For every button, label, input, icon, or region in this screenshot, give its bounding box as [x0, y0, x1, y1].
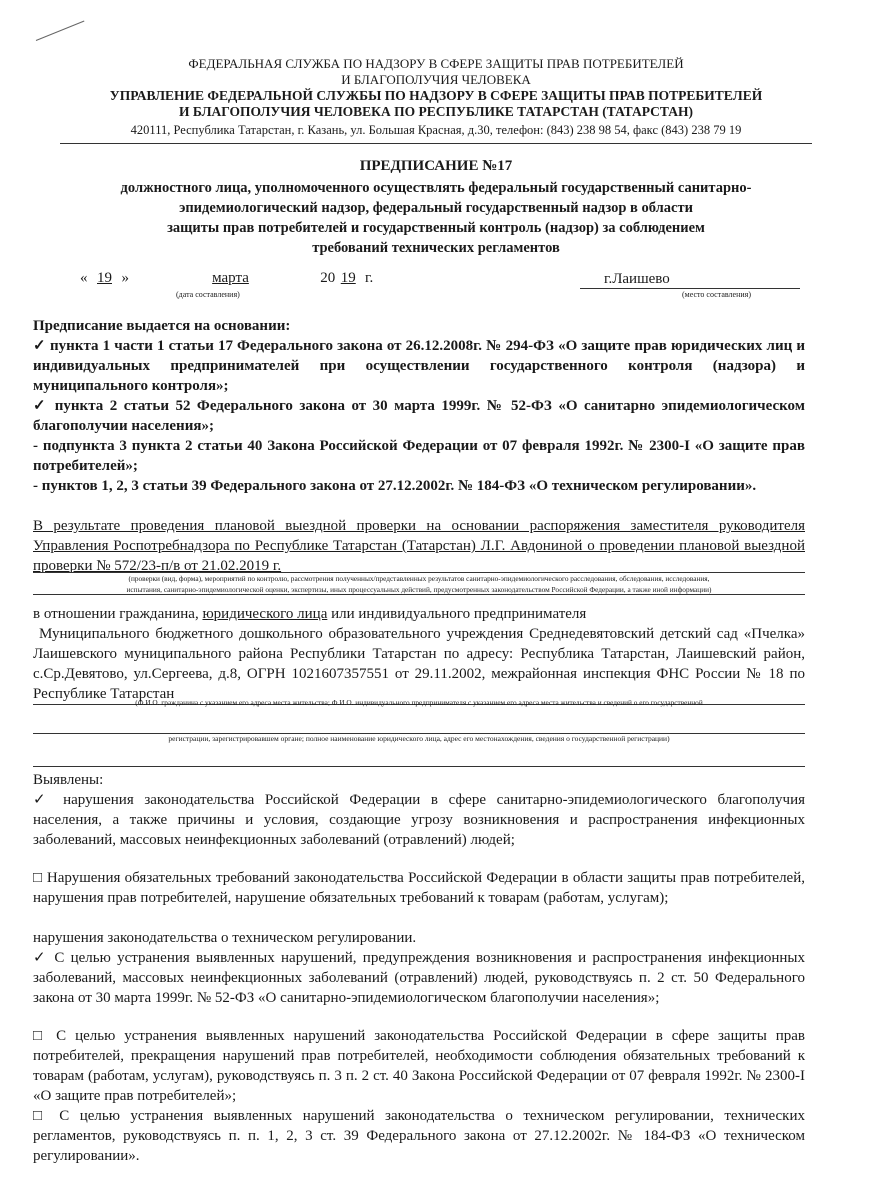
- document-title: ПРЕДПИСАНИЕ №17: [359, 158, 513, 174]
- date-close-quote: »: [121, 270, 129, 286]
- result-caption-1: (проверки (вид, форма), мероприятий по контролю, рассмотрения полученных/представленных результатов санитарно-эпидемиологического расследования, обследования, исследования,: [128, 574, 710, 583]
- date-month: марта: [212, 270, 249, 286]
- place-caption: (место составления): [682, 290, 751, 299]
- header-line-1: ФЕДЕРАЛЬНАЯ СЛУЖБА ПО НАДЗОРУ В СФЕРЕ ЗАЩИТЫ ПРАВ ПОТРЕБИТЕЛЕЙ: [188, 56, 684, 71]
- header-line-3: УПРАВЛЕНИЕ ФЕДЕРАЛЬНОЙ СЛУЖБЫ ПО НАДЗОРУ В СФЕРЕ ЗАЩИТЫ ПРАВ ПОТРЕБИТЕЛЕЙ: [109, 88, 763, 103]
- document-subtitle: [20, 178, 852, 258]
- header-line-2: И БЛАГОПОЛУЧИЯ ЧЕЛОВЕКА: [341, 72, 531, 87]
- finding-item-2: □ Нарушения обязательных требований законодательства Российской Федерации в области защиты прав потребителей, нарушения прав потребителей, нарушение обязательных требований к товарам (работам, услугам);: [33, 870, 805, 906]
- basis-result: В результате проведения плановой выездной проверки на основании распоряжения заместителя руководителя Управления Роспотребнадзора по Республике Татарстан (Татарстан) Л.Г. Авдониной о проведении плановой выездной проверки № 572/23-п/в от 21.02.2019 г.: [33, 518, 805, 574]
- subject-caption-1: (Ф.И.О. гражданина с указанием его адреса места жительства; Ф.И.О. индивидуального предпринимателя с указанием его адреса места жительства и сведений о его государственной: [135, 698, 703, 707]
- subject-organization: Муниципального бюджетного дошкольного образовательного учреждения Среднедевятовский детский сад «Пчелка» Лаишевского муниципального района Республики Татарстан по адресу: Республика Татарстан, Лаишевский район, с.Ср.Девятово, ул.Сергеева, д.8, ОГРН 1021607357551 от 29.11.2002, межрайонная инспекция ФНС России № 18 по Республике Татарстан: [33, 626, 805, 702]
- header-address: 420111, Республика Татарстан, г. Казань, ул. Большая Красная, д.30, телефон: (843) 238 98 54, факс (843) 238 79 19: [130, 123, 742, 137]
- subject-caption-2: регистрации, зарегистрировавшем органе; полное наименование юридического лица, адрес его местонахождения, сведения о государственной регистрации): [168, 734, 670, 743]
- subject-rule-3: [33, 766, 805, 767]
- date-year-prefix: 20: [320, 270, 336, 286]
- date-year-suffix: г.: [365, 270, 374, 286]
- date-row: [80, 270, 373, 287]
- finding-item-3: нарушения законодательства о техническом регулировании.: [33, 930, 417, 946]
- pen-mark: [36, 21, 85, 41]
- basis-item-4: - пунктов 1, 2, 3 статьи 39 Федерального закона от 27.12.2002г. № 184-ФЗ «О техническом регулировании».: [33, 478, 757, 494]
- subject-lead-c: или индивидуального предпринимателя: [327, 606, 587, 622]
- finding-item-4: ✓ С целью устранения выявленных нарушений, предупреждения возникновения и распространения инфекционных заболеваний, массовых неинфекционных заболеваний (отравлений) людей, руководствуясь п. 2 ст. 50 Федерального закона от 30 марта 1999г. № 52-ФЗ «О санитарно-эпидемиологическом благополучии населения»;: [33, 950, 805, 1006]
- basis-item-1: ✓ пункта 1 части 1 статьи 17 Федерального закона от 26.12.2008г. № 294-ФЗ «О защите прав юридических лиц и индивидуальных предпринимателей при осуществлении государственного контроля (надзора) и муниципального контроля»;: [33, 338, 805, 394]
- subject-lead-b: юридического лица: [202, 606, 328, 622]
- subtitle-line-4: требований технических регламентов: [312, 240, 560, 256]
- date-year: 19: [340, 270, 356, 286]
- basis-item-3: - подпункта 3 пункта 2 статьи 40 Закона Российской Федерации от 07 февраля 1992г. № 2300-I «О защите прав потребителей»;: [33, 438, 805, 474]
- subtitle-line-3: защиты прав потребителей и государственный контроль (надзор) за соблюдением: [167, 220, 705, 236]
- date-caption: (дата составления): [176, 290, 240, 299]
- subtitle-line-2: эпидемиологический надзор, федеральный государственный надзор в области: [179, 200, 693, 216]
- date-open-quote: «: [80, 270, 88, 286]
- basis-item-2: ✓ пункта 2 статьи 52 Федерального закона от 30 марта 1999г. № 52-ФЗ «О санитарно эпидемиологическом благополучии населения»;: [33, 398, 805, 434]
- basis-heading: Предписание выдается на основании:: [33, 318, 291, 334]
- findings-heading: Выявлены:: [33, 772, 104, 788]
- subject-lead: [33, 604, 805, 624]
- date-day: 19: [97, 270, 112, 286]
- finding-item-5: □ С целью устранения выявленных нарушений законодательства Российской Федерации в сфере защиты прав потребителей, прекращения нарушений прав потребителей, необходимости соблюдения обязательных требований к товарам (работам, услугам), руководствуясь п. 3 п. 2 ст. 40 Закона Российской Федерации от 07 февраля 1992г. № 2300-I «О защите прав потребителей»;: [33, 1028, 805, 1104]
- result-underline: [33, 572, 805, 573]
- header-line-4: И БЛАГОПОЛУЧИЯ ЧЕЛОВЕКА ПО РЕСПУБЛИКЕ ТАТАРСТАН (ТАТАРСТАН): [179, 104, 693, 119]
- subject-lead-a: в отношении гражданина,: [33, 606, 203, 622]
- place-value: г.Лаишево: [580, 270, 800, 289]
- finding-item-6: □ С целью устранения выявленных нарушений законодательства о техническом регулировании, технических регламентов, руководствуясь п. п. 1, 2, 3 ст. 39 Федерального закона от 27.12.2002г. № 184-ФЗ «О техническом регулировании».: [33, 1108, 805, 1164]
- subtitle-line-1: должностного лица, уполномоченного осуществлять федеральный государственный санитарно-: [120, 180, 752, 196]
- finding-item-1: ✓ нарушения законодательства Российской Федерации в сфере санитарно-эпидемиологического благополучия населения, а также причины и условия, создающие угрозу возникновения и распространения инфекционных заболеваний, массовых неинфекционных заболеваний (отравлений) людей;: [33, 792, 805, 848]
- header-divider: [60, 143, 812, 144]
- result-caption-2: испытания, санитарно-эпидемиологической оценки, экспертизы, иных процессуальных действий, предусмотренных законодательством Российской Федерации, а также иной информации): [126, 585, 712, 594]
